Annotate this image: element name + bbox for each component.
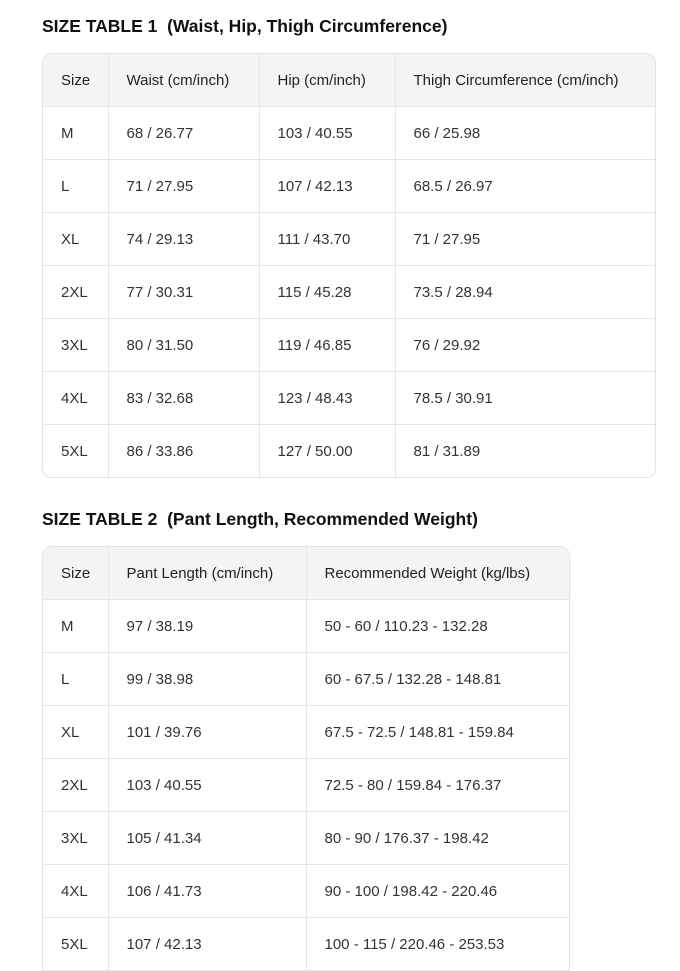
- table-row: [43, 107, 655, 160]
- value-cell: 119 / 46.85: [259, 319, 395, 372]
- value-cell: 111 / 43.70: [259, 213, 395, 266]
- table-row: [43, 425, 655, 478]
- value-cell: 127 / 50.00: [259, 425, 395, 478]
- value-cell: 103 / 40.55: [259, 107, 395, 160]
- value-cell: 123 / 48.43: [259, 372, 395, 425]
- value-cell: 67.5 - 72.5 / 148.81 - 159.84: [306, 706, 569, 759]
- value-cell: 81 / 31.89: [413, 442, 481, 460]
- value-cell: 105 / 41.34: [108, 812, 306, 865]
- header-row: [43, 547, 569, 600]
- size-cell: L: [43, 653, 108, 706]
- table2-grid: [43, 547, 569, 971]
- table-row: [43, 160, 655, 213]
- value-cell: 60 - 67.5 / 132.28 - 148.81: [306, 653, 569, 706]
- size-cell: 5XL: [43, 918, 108, 971]
- table-row: [43, 918, 569, 971]
- size-cell: 4XL: [43, 372, 108, 425]
- column-header: Recommended Weight (kg/lbs): [306, 547, 569, 600]
- value-cell: 68.5 / 26.97: [395, 160, 655, 213]
- size-table-1-title: SIZE TABLE 1 (Waist, Hip, Thigh Circumference): [42, 16, 448, 36]
- value-cell: 99 / 38.98: [108, 653, 306, 706]
- size-cell: 3XL: [43, 812, 108, 865]
- value-cell: 106 / 41.73: [108, 865, 306, 918]
- table-row: [43, 865, 569, 918]
- value-cell: 101 / 39.76: [108, 706, 306, 759]
- table-row: [43, 706, 569, 759]
- value-cell: 78.5 / 30.91: [395, 372, 655, 425]
- header-row: [43, 54, 655, 107]
- size-cell: 4XL: [43, 865, 108, 918]
- column-header: Pant Length (cm/inch): [108, 547, 306, 600]
- table-row: [43, 600, 569, 653]
- size-cell: M: [43, 600, 108, 653]
- value-cell: 77 / 30.31: [108, 266, 259, 319]
- value-cell: 73.5 / 28.94: [395, 266, 655, 319]
- value-cell: 103 / 40.55: [108, 759, 306, 812]
- value-cell: 71 / 27.95: [108, 160, 259, 213]
- table-row: [43, 759, 569, 812]
- size-table-2-title: SIZE TABLE 2 (Pant Length, Recommended Weight): [42, 509, 478, 529]
- table-row: [43, 266, 655, 319]
- size-cell: XL: [43, 213, 108, 266]
- value-cell: 76 / 29.92: [395, 319, 655, 372]
- value-cell: 90 - 100 / 198.42 - 220.46: [306, 865, 569, 918]
- size-table-1: [42, 53, 656, 478]
- table-row: [43, 319, 655, 372]
- table-row: [43, 213, 655, 266]
- value-cell: 74 / 29.13: [108, 213, 259, 266]
- column-header: Size: [43, 547, 108, 600]
- column-header: Waist (cm/inch): [108, 54, 259, 107]
- column-header: Size: [43, 54, 108, 107]
- table1-grid: [43, 54, 655, 477]
- value-cell: 100 - 115 / 220.46 - 253.53: [306, 918, 569, 971]
- table-row: [43, 653, 569, 706]
- value-cell: 80 - 90 / 176.37 - 198.42: [306, 812, 569, 865]
- value-cell: 107 / 42.13: [259, 160, 395, 213]
- value-cell: 71 / 27.95: [395, 213, 655, 266]
- size-cell: L: [43, 160, 108, 213]
- value-cell: 72.5 - 80 / 159.84 - 176.37: [306, 759, 569, 812]
- value-cell: 107 / 42.13: [108, 918, 306, 971]
- value-cell: 115 / 45.28: [259, 266, 395, 319]
- table-row: [43, 372, 655, 425]
- value-cell: 66 / 25.98: [395, 107, 655, 160]
- size-table-2: [42, 546, 570, 971]
- value-cell: 86 / 33.86: [108, 425, 259, 478]
- value-cell: 68 / 26.77: [108, 107, 259, 160]
- size-cell: M: [43, 107, 108, 160]
- table-row: [43, 812, 569, 865]
- column-header: Hip (cm/inch): [259, 54, 395, 107]
- value-cell: 97 / 38.19: [108, 600, 306, 653]
- value-cell: 50 - 60 / 110.23 - 132.28: [306, 600, 569, 653]
- size-cell: 5XL: [43, 425, 108, 478]
- size-cell: 2XL: [43, 759, 108, 812]
- size-cell: 3XL: [43, 319, 108, 372]
- value-cell: 80 / 31.50: [108, 319, 259, 372]
- value-cell: 83 / 32.68: [108, 372, 259, 425]
- size-cell: 2XL: [43, 266, 108, 319]
- size-cell: XL: [43, 706, 108, 759]
- column-header: Thigh Circumference (cm/inch): [395, 54, 655, 107]
